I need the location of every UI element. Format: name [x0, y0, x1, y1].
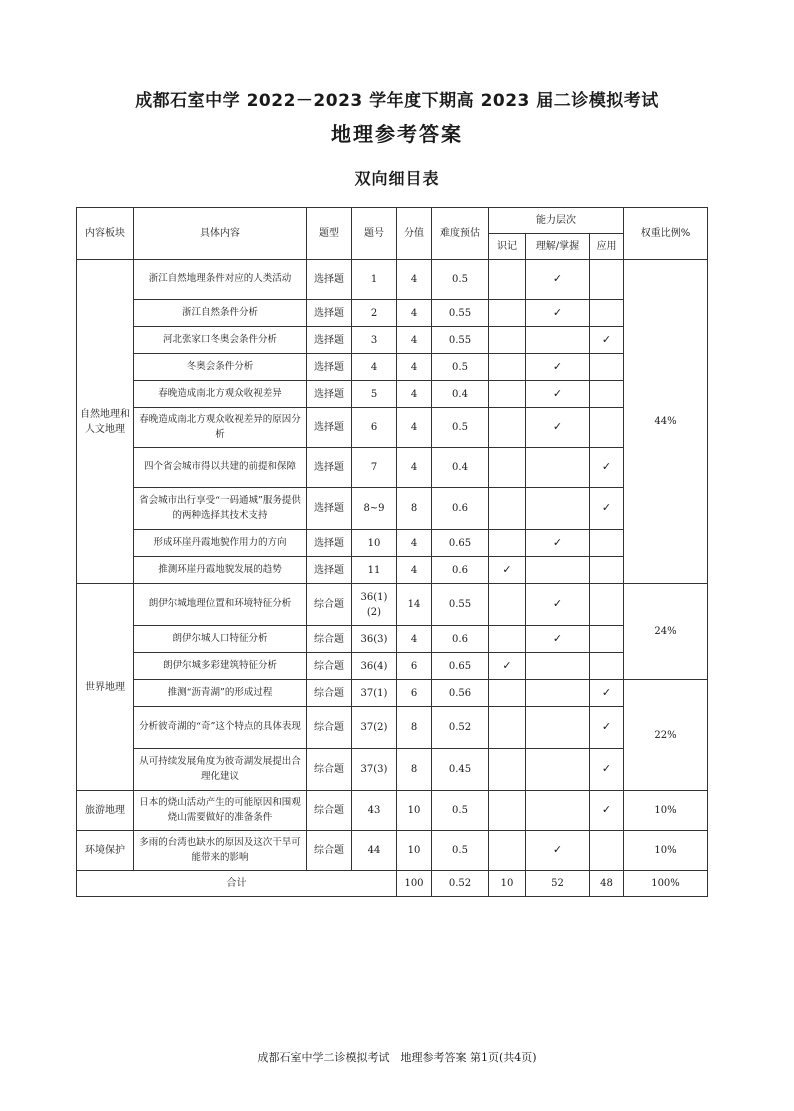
header-difficulty: 难度预估 [432, 208, 489, 260]
row-difficulty: 0.56 [432, 680, 489, 707]
check-mark-icon: ✓ [552, 305, 563, 319]
total-recall: 10 [489, 871, 526, 897]
cell-recall [489, 408, 526, 448]
cell-apply [590, 653, 624, 680]
weight-world-b: 22% [624, 680, 708, 791]
row-difficulty: 0.55 [432, 327, 489, 354]
cell-apply [590, 584, 624, 626]
cell-recall [489, 381, 526, 408]
row-content: 多雨的台湾也缺水的原因及这次干旱可能带来的影响 [134, 831, 307, 871]
table-row [77, 354, 708, 381]
row-number: 11 [352, 557, 397, 584]
table-row [77, 408, 708, 448]
row-content: 春晚造成南北方观众收视差异 [134, 381, 307, 408]
answer-key-title: 地理参考答案 [331, 122, 463, 146]
row-type: 选择题 [307, 260, 352, 300]
cell-apply [590, 260, 624, 300]
table-row [77, 488, 708, 530]
cell-understand [526, 488, 590, 530]
cell-recall [489, 327, 526, 354]
row-content: 从可持续发展角度为彼奇湖发展提出合理化建议 [134, 749, 307, 791]
row-difficulty: 0.65 [432, 653, 489, 680]
row-difficulty: 0.45 [432, 749, 489, 791]
cell-recall [489, 557, 526, 584]
total-weight: 100% [624, 871, 708, 897]
row-type: 综合题 [307, 749, 352, 791]
row-number: 6 [352, 408, 397, 448]
cell-understand [526, 791, 590, 831]
table-row [77, 707, 708, 749]
cell-recall [489, 300, 526, 327]
cell-understand [526, 707, 590, 749]
section-tourism: 旅游地理 [77, 791, 134, 831]
cell-understand [526, 448, 590, 488]
row-content: 朗伊尔城人口特征分析 [134, 626, 307, 653]
row-number: 43 [352, 791, 397, 831]
row-difficulty: 0.4 [432, 448, 489, 488]
weight-environment: 10% [624, 831, 708, 871]
row-content: 春晚造成南北方观众收视差异的原因分析 [134, 408, 307, 448]
row-number: 36(1)(2) [352, 584, 397, 626]
row-type: 综合题 [307, 831, 352, 871]
cell-apply [590, 626, 624, 653]
row-score: 4 [397, 354, 432, 381]
section-environment: 环境保护 [77, 831, 134, 871]
row-score: 4 [397, 260, 432, 300]
row-score: 4 [397, 626, 432, 653]
check-mark-icon: ✓ [552, 386, 563, 400]
row-type: 选择题 [307, 381, 352, 408]
row-score: 4 [397, 448, 432, 488]
row-content: 分析彼奇湖的“奇”这个特点的具体表现 [134, 707, 307, 749]
row-score: 6 [397, 680, 432, 707]
cell-recall [489, 680, 526, 707]
table-row [77, 300, 708, 327]
table-row [77, 749, 708, 791]
table-row [77, 448, 708, 488]
row-difficulty: 0.5 [432, 408, 489, 448]
row-type: 综合题 [307, 626, 352, 653]
cell-understand [526, 557, 590, 584]
row-content: 浙江自然地理条件对应的人类活动 [134, 260, 307, 300]
cell-recall [489, 260, 526, 300]
check-mark-icon: ✓ [601, 720, 612, 734]
cell-apply [590, 354, 624, 381]
header-understand: 理解/掌握 [526, 234, 590, 260]
cell-apply [590, 680, 624, 707]
row-difficulty: 0.5 [432, 831, 489, 871]
total-difficulty: 0.52 [432, 871, 489, 897]
check-mark-icon: ✓ [601, 685, 612, 699]
cell-understand [526, 584, 590, 626]
row-number: 10 [352, 530, 397, 557]
table-row [77, 260, 708, 300]
cell-understand [526, 260, 590, 300]
cell-understand [526, 354, 590, 381]
cell-understand [526, 680, 590, 707]
check-mark-icon: ✓ [502, 562, 512, 576]
row-type: 选择题 [307, 530, 352, 557]
weight-nature: 44% [624, 260, 708, 584]
total-score: 100 [397, 871, 432, 897]
cell-understand [526, 408, 590, 448]
table-row [77, 626, 708, 653]
row-difficulty: 0.6 [432, 557, 489, 584]
cell-recall [489, 448, 526, 488]
row-number: 37(3) [352, 749, 397, 791]
row-content: 日本的烧山活动产生的可能原因和围观烧山需要做好的准备条件 [134, 791, 307, 831]
row-content: 推测“沥青湖”的形成过程 [134, 680, 307, 707]
check-mark-icon: ✓ [601, 501, 612, 515]
header-content: 具体内容 [134, 208, 307, 260]
cell-understand [526, 653, 590, 680]
header-number: 题号 [352, 208, 397, 260]
row-difficulty: 0.6 [432, 626, 489, 653]
table-row [77, 327, 708, 354]
row-number: 37(2) [352, 707, 397, 749]
row-content: 省会城市出行享受“一码通城”服务提供的两种选择其技术支持 [134, 488, 307, 530]
check-mark-icon: ✓ [552, 272, 563, 286]
header-recall: 识记 [489, 234, 526, 260]
cell-understand [526, 530, 590, 557]
table-row [77, 530, 708, 557]
row-score: 4 [397, 327, 432, 354]
cell-recall [489, 530, 526, 557]
check-mark-icon: ✓ [552, 843, 563, 857]
row-score: 10 [397, 791, 432, 831]
cell-understand [526, 300, 590, 327]
row-content: 形成环崖丹霞地貌作用力的方向 [134, 530, 307, 557]
check-mark-icon: ✓ [502, 658, 512, 672]
cell-recall [489, 626, 526, 653]
row-content: 朗伊尔城地理位置和环境特征分析 [134, 584, 307, 626]
row-number: 36(4) [352, 653, 397, 680]
check-mark-icon: ✓ [601, 803, 612, 817]
spec-table [76, 207, 708, 897]
check-mark-icon: ✓ [601, 332, 612, 346]
cell-recall [489, 831, 526, 871]
row-number: 3 [352, 327, 397, 354]
cell-apply [590, 557, 624, 584]
row-content: 朗伊尔城多彩建筑特征分析 [134, 653, 307, 680]
row-number: 2 [352, 300, 397, 327]
row-score: 4 [397, 408, 432, 448]
cell-apply [590, 300, 624, 327]
row-score: 4 [397, 381, 432, 408]
row-number: 7 [352, 448, 397, 488]
row-content: 冬奥会条件分析 [134, 354, 307, 381]
total-label: 合计 [77, 871, 397, 897]
row-difficulty: 0.65 [432, 530, 489, 557]
check-mark-icon: ✓ [552, 535, 563, 549]
row-score: 14 [397, 584, 432, 626]
row-content: 推测环崖丹霞地貌发展的趋势 [134, 557, 307, 584]
row-number: 37(1) [352, 680, 397, 707]
cell-understand [526, 327, 590, 354]
cell-recall [489, 749, 526, 791]
section-world: 世界地理 [77, 584, 134, 791]
header-block: 内容板块 [77, 208, 134, 260]
row-difficulty: 0.5 [432, 260, 489, 300]
row-type: 综合题 [307, 584, 352, 626]
cell-apply [590, 448, 624, 488]
table-row [77, 831, 708, 871]
row-number: 44 [352, 831, 397, 871]
cell-recall [489, 584, 526, 626]
row-score: 4 [397, 530, 432, 557]
cell-recall [489, 488, 526, 530]
row-number: 1 [352, 260, 397, 300]
header-weight: 权重比例% [624, 208, 708, 260]
section-nature: 自然地理和人文地理 [77, 260, 134, 584]
row-type: 综合题 [307, 791, 352, 831]
row-content: 河北张家口冬奥会条件分析 [134, 327, 307, 354]
row-difficulty: 0.55 [432, 584, 489, 626]
header-score: 分值 [397, 208, 432, 260]
cell-recall [489, 653, 526, 680]
check-mark-icon: ✓ [552, 597, 563, 611]
header-apply: 应用 [590, 234, 624, 260]
cell-recall [489, 707, 526, 749]
table-row [77, 557, 708, 584]
cell-apply [590, 749, 624, 791]
row-number: 8~9 [352, 488, 397, 530]
cell-recall [489, 791, 526, 831]
row-type: 选择题 [307, 448, 352, 488]
row-type: 选择题 [307, 300, 352, 327]
row-difficulty: 0.6 [432, 488, 489, 530]
exam-title: 成都石室中学 2022－2023 学年度下期高 2023 届二诊模拟考试 [135, 91, 659, 111]
row-number: 4 [352, 354, 397, 381]
page-footer: 成都石室中学二诊模拟考试 地理参考答案 第1页(共4页) [257, 1051, 537, 1064]
weight-world-a: 24% [624, 584, 708, 680]
table-row [77, 381, 708, 408]
table-row [77, 653, 708, 680]
row-score: 4 [397, 557, 432, 584]
check-mark-icon: ✓ [552, 420, 563, 434]
row-type: 选择题 [307, 557, 352, 584]
check-mark-icon: ✓ [552, 359, 563, 373]
cell-apply [590, 381, 624, 408]
row-type: 综合题 [307, 680, 352, 707]
header-ability: 能力层次 [489, 208, 624, 234]
row-score: 8 [397, 488, 432, 530]
row-score: 8 [397, 707, 432, 749]
cell-apply [590, 707, 624, 749]
table-row [77, 680, 708, 707]
cell-apply [590, 791, 624, 831]
row-content: 四个省会城市得以共建的前提和保障 [134, 448, 307, 488]
weight-tourism: 10% [624, 791, 708, 831]
check-mark-icon: ✓ [552, 631, 563, 645]
total-apply: 48 [590, 871, 624, 897]
table-row [77, 584, 708, 626]
cell-apply [590, 408, 624, 448]
row-type: 综合题 [307, 653, 352, 680]
cell-apply [590, 530, 624, 557]
cell-understand [526, 626, 590, 653]
cell-understand [526, 749, 590, 791]
cell-apply [590, 831, 624, 871]
row-type: 选择题 [307, 327, 352, 354]
row-type: 选择题 [307, 488, 352, 530]
total-row [77, 871, 708, 897]
row-score: 6 [397, 653, 432, 680]
row-type: 选择题 [307, 408, 352, 448]
row-score: 4 [397, 300, 432, 327]
row-score: 10 [397, 831, 432, 871]
row-difficulty: 0.5 [432, 354, 489, 381]
cell-apply [590, 327, 624, 354]
row-difficulty: 0.4 [432, 381, 489, 408]
cell-recall [489, 354, 526, 381]
row-difficulty: 0.52 [432, 707, 489, 749]
cell-understand [526, 381, 590, 408]
cell-apply [590, 488, 624, 530]
row-difficulty: 0.5 [432, 791, 489, 831]
check-mark-icon: ✓ [601, 460, 612, 474]
row-number: 36(3) [352, 626, 397, 653]
section-title: 双向细目表 [354, 169, 440, 188]
header-type: 题型 [307, 208, 352, 260]
row-number: 5 [352, 381, 397, 408]
row-difficulty: 0.55 [432, 300, 489, 327]
row-type: 选择题 [307, 354, 352, 381]
cell-understand [526, 831, 590, 871]
row-content: 浙江自然条件分析 [134, 300, 307, 327]
row-score: 8 [397, 749, 432, 791]
row-type: 综合题 [307, 707, 352, 749]
check-mark-icon: ✓ [601, 762, 612, 776]
total-understand: 52 [526, 871, 590, 897]
table-row [77, 791, 708, 831]
